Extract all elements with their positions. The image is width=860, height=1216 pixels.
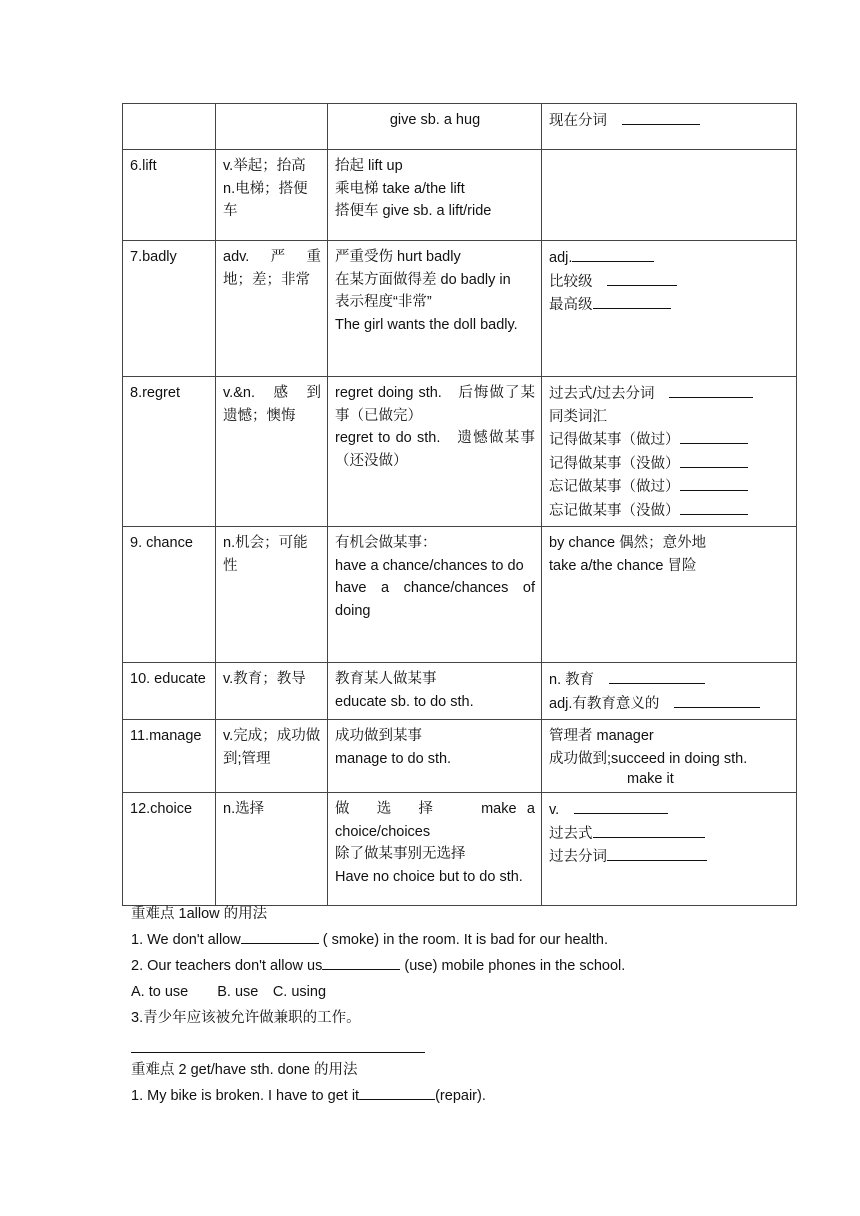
notes-cell: 过去式/过去分词 同类词汇 记得做某事（做过） 记得做某事（没做） 忘记做某事（做过） 忘记做某事（没做） — [542, 377, 797, 527]
answer-line[interactable] — [131, 1052, 425, 1053]
word-cell: 9. chance — [123, 527, 216, 663]
notes-cell — [542, 241, 797, 377]
fill-blank[interactable] — [674, 692, 760, 708]
exercise-section-allow — [131, 901, 811, 1031]
meaning-cell: v.完成；成功做到;管理 — [216, 720, 328, 793]
fill-blank[interactable] — [572, 246, 654, 262]
fill-blank[interactable] — [241, 928, 319, 944]
table-row — [123, 104, 797, 150]
phrases-cell: 有机会做某事： have a chance/chances to do have a chance/chances of doing — [328, 527, 542, 663]
fill-blank[interactable] — [574, 798, 668, 814]
note-line: 过去式/过去分词 — [549, 382, 790, 406]
word-cell: 8.regret — [123, 377, 216, 527]
note-line: 记得做某事（做过） — [549, 428, 790, 452]
notes-cell: 管理者 manager 成功做到;succeed in doing sth. make it — [542, 720, 797, 793]
table-row — [123, 720, 797, 793]
note-line: n. 教育 — [549, 668, 790, 692]
exercise-item: 1. We don't allow ( smoke) in the room. It is bad for our health. — [131, 927, 811, 953]
note-line: v. — [549, 798, 790, 822]
fill-blank[interactable] — [680, 452, 748, 468]
vocabulary-table — [122, 103, 797, 906]
note-line: 最高级 — [549, 293, 790, 317]
phrase-line: give sb. a hug — [389, 112, 481, 128]
phrases-cell — [328, 104, 542, 150]
phrases-cell: 做 选 择 make a choice/choices 除了做某事别无选择 Have no choice but to do sth. — [328, 793, 542, 906]
word-cell: 12.choice — [123, 793, 216, 906]
meaning-cell — [216, 104, 328, 150]
phrases-cell: 严重受伤 hurt badly 在某方面做得差 do badly in 表示程度“非常” The girl wants the doll badly. — [328, 241, 542, 377]
fill-blank[interactable] — [593, 293, 671, 309]
note-line: 过去式 — [549, 822, 790, 846]
meaning-cell: n.选择 — [216, 793, 328, 906]
word-cell: 11.manage — [123, 720, 216, 793]
meaning-cell: adv. 严 重地；差；非常 — [216, 241, 328, 377]
word-cell: 7.badly — [123, 241, 216, 377]
notes-cell — [542, 104, 797, 150]
word-cell: 10. educate — [123, 663, 216, 720]
phrases-cell: 成功做到某事 manage to do sth. — [328, 720, 542, 793]
fill-blank[interactable] — [680, 499, 748, 515]
meaning-cell: v.教育；教导 — [216, 663, 328, 720]
note-line: 现在分词 — [549, 113, 700, 129]
exercise-item: 2. Our teachers don't allow us (use) mobile phones in the school. — [131, 953, 811, 979]
word-cell: 6.lift — [123, 150, 216, 241]
exercise-item: 3.青少年应该被允许做兼职的工作。 — [131, 1010, 361, 1026]
fill-blank[interactable] — [609, 668, 705, 684]
fill-blank[interactable] — [622, 109, 700, 125]
notes-cell — [542, 663, 797, 720]
fill-blank[interactable] — [669, 382, 753, 398]
section-title: 重难点 1allow 的用法 — [131, 906, 268, 922]
word-cell — [123, 104, 216, 150]
table-row — [123, 241, 797, 377]
answer-options: A. to use B. use C. using — [131, 984, 327, 1000]
exercise-item: 1. My bike is broken. I have to get it (repair). — [131, 1083, 811, 1109]
phrases-cell: 教育某人做某事 educate sb. to do sth. — [328, 663, 542, 720]
exercise-section-get-done — [131, 1057, 811, 1109]
table-row — [123, 150, 797, 241]
notes-cell: by chance 偶然；意外地 take a/the chance 冒险 — [542, 527, 797, 663]
meaning-cell: v.&n. 感 到遗憾；懊悔 — [216, 377, 328, 527]
note-line: 比较级 — [549, 270, 790, 294]
phrases-cell: 抬起 lift up 乘电梯 take a/the lift 搭便车 give sb. a lift/ride — [328, 150, 542, 241]
table-row — [123, 527, 797, 663]
section-title: 重难点 2 get/have sth. done 的用法 — [131, 1062, 358, 1078]
note-line: 记得做某事（没做） — [549, 452, 790, 476]
note-line: adj. — [549, 246, 790, 270]
note-line: 忘记做某事（没做） — [549, 499, 790, 523]
note-line: 忘记做某事（做过） — [549, 475, 790, 499]
notes-cell — [542, 150, 797, 241]
fill-blank[interactable] — [607, 845, 707, 861]
fill-blank[interactable] — [680, 475, 748, 491]
meaning-cell: v.举起；抬高 n.电梯；搭便车 — [216, 150, 328, 241]
table-row — [123, 377, 797, 527]
fill-blank[interactable] — [359, 1084, 435, 1100]
fill-blank[interactable] — [607, 270, 677, 286]
fill-blank[interactable] — [593, 822, 705, 838]
meaning-cell: n.机会；可能性 — [216, 527, 328, 663]
table-row — [123, 663, 797, 720]
fill-blank[interactable] — [322, 954, 400, 970]
table-row — [123, 793, 797, 906]
notes-cell — [542, 793, 797, 906]
phrases-cell: regret doing sth. 后悔做了某事（已做完） regret to do sth. 遗憾做某事（还没做） — [328, 377, 542, 527]
note-line: 过去分词 — [549, 845, 790, 869]
note-line: adj.有教育意义的 — [549, 692, 790, 716]
fill-blank[interactable] — [680, 428, 748, 444]
